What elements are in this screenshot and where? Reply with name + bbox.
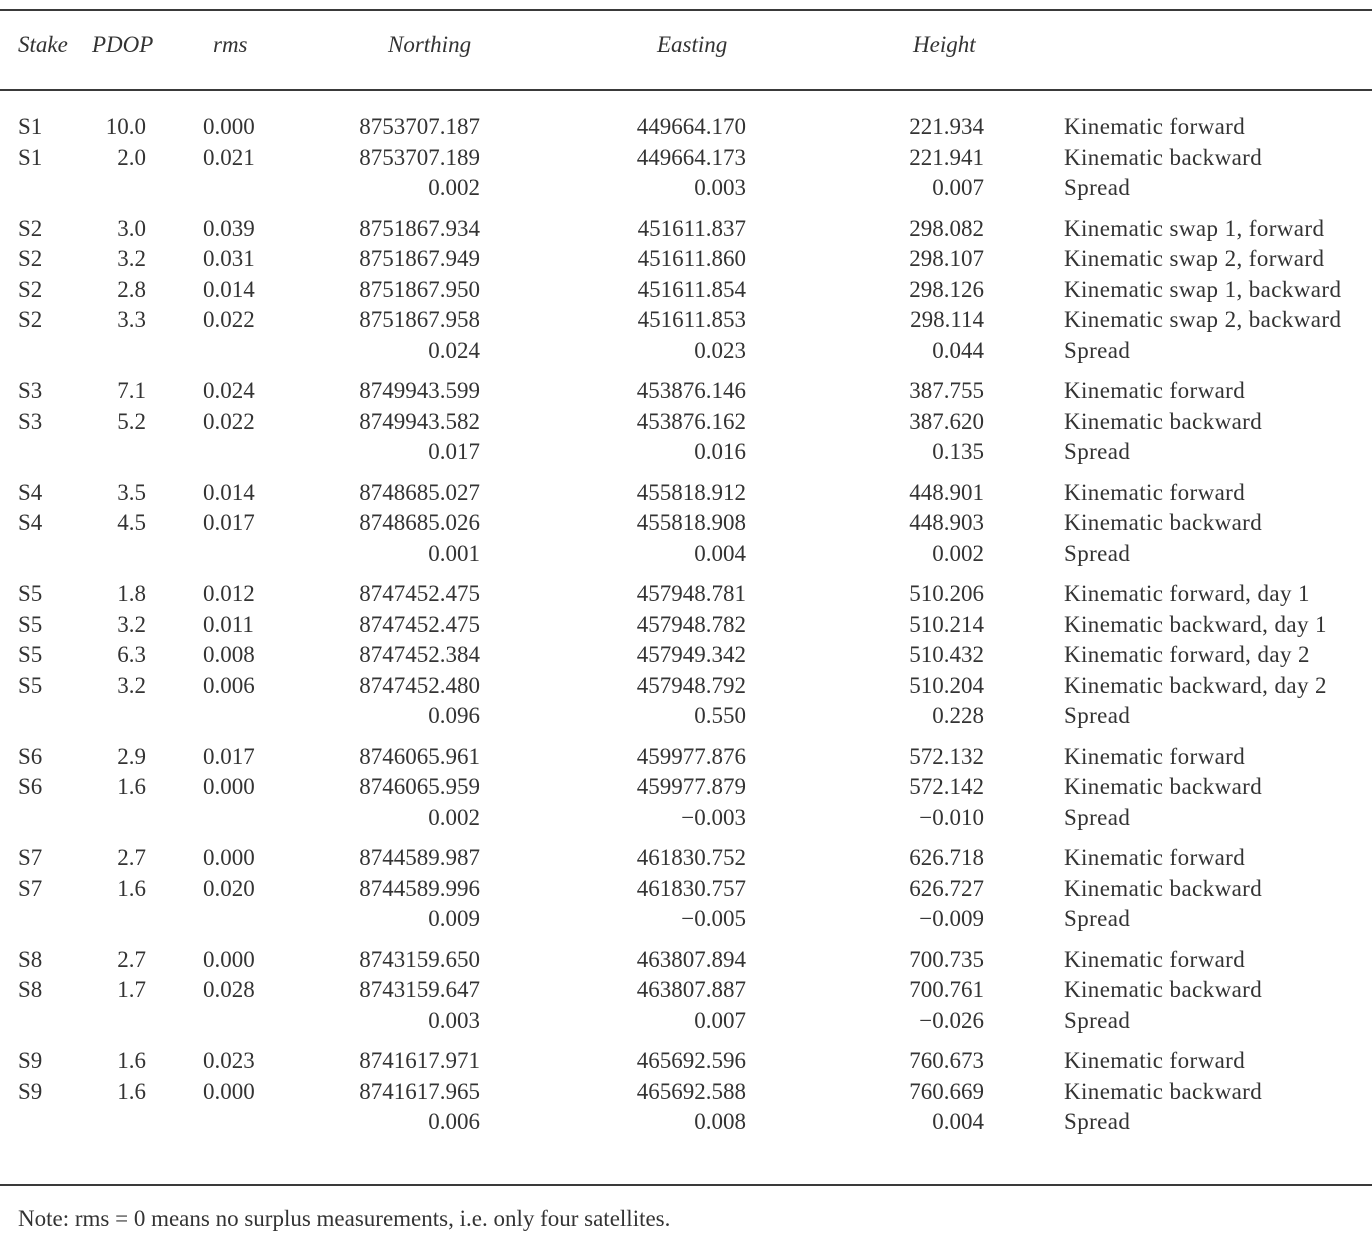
easting-cell: 449664.170	[636, 114, 746, 139]
easting-cell: 463807.887	[636, 977, 746, 1002]
northing-cell: 8753707.189	[359, 145, 480, 170]
easting-cell: 465692.596	[636, 1048, 746, 1073]
spread-height-cell: −0.026	[919, 1008, 984, 1033]
pdop-cell: 3.3	[117, 307, 146, 332]
rms-cell: 0.031	[203, 246, 255, 271]
spread-northing-cell: 0.006	[428, 1109, 480, 1134]
stake-cell: S6	[18, 744, 43, 769]
stake-cell: S2	[18, 307, 43, 332]
spread-height-cell: −0.010	[919, 805, 984, 830]
rms-cell: 0.017	[203, 744, 255, 769]
spread-height-cell: −0.009	[919, 906, 984, 931]
stake-cell: S5	[18, 612, 43, 637]
header-pdop: PDOP	[92, 32, 154, 57]
rms-cell: 0.017	[203, 510, 255, 535]
stake-cell: S1	[18, 114, 43, 139]
easting-cell: 449664.173	[636, 145, 746, 170]
pdop-cell: 2.8	[117, 277, 146, 302]
northing-cell: 8747452.384	[359, 642, 480, 667]
description-cell: Kinematic backward	[1064, 977, 1263, 1002]
easting-cell: 465692.588	[636, 1079, 746, 1104]
northing-cell: 8744589.987	[359, 845, 480, 870]
header-stake: Stake	[18, 32, 68, 57]
description-cell: Kinematic backward	[1064, 409, 1263, 434]
description-cell: Kinematic forward	[1064, 114, 1246, 139]
easting-cell: 463807.894	[636, 947, 746, 972]
northing-cell: 8753707.187	[359, 114, 480, 139]
rms-cell: 0.039	[203, 216, 255, 241]
pdop-cell: 2.0	[117, 145, 146, 170]
description-cell: Kinematic swap 1, backward	[1064, 277, 1342, 302]
pdop-cell: 3.2	[117, 612, 146, 637]
rms-cell: 0.012	[203, 581, 255, 606]
description-cell: Kinematic forward	[1064, 845, 1246, 870]
northing-cell: 8743159.647	[359, 977, 480, 1002]
pdop-cell: 3.2	[117, 673, 146, 698]
height-cell: 387.755	[909, 378, 984, 403]
height-cell: 510.214	[909, 612, 984, 637]
easting-cell: 461830.752	[636, 845, 746, 870]
stake-cell: S4	[18, 480, 43, 505]
height-cell: 700.735	[909, 947, 984, 972]
rms-cell: 0.006	[203, 673, 255, 698]
description-cell: Kinematic forward, day 2	[1064, 642, 1310, 667]
description-cell: Kinematic forward	[1064, 378, 1246, 403]
pdop-cell: 6.3	[117, 642, 146, 667]
height-cell: 387.620	[909, 409, 984, 434]
height-cell: 298.126	[909, 277, 984, 302]
description-cell: Kinematic swap 2, backward	[1064, 307, 1342, 332]
spread-label: Spread	[1064, 1109, 1131, 1134]
northing-cell: 8746065.961	[359, 744, 480, 769]
pdop-cell: 10.0	[105, 114, 146, 139]
spread-easting-cell: −0.005	[681, 906, 746, 931]
height-cell: 760.673	[909, 1048, 984, 1073]
stake-cell: S1	[18, 145, 43, 170]
spread-label: Spread	[1064, 175, 1131, 200]
height-cell: 572.132	[909, 744, 984, 769]
spread-label: Spread	[1064, 439, 1131, 464]
northing-cell: 8748685.026	[359, 510, 480, 535]
stake-cell: S8	[18, 977, 43, 1002]
stake-cell: S5	[18, 642, 43, 667]
spread-easting-cell: 0.008	[694, 1109, 746, 1134]
pdop-cell: 7.1	[117, 378, 146, 403]
header-rms: rms	[213, 32, 248, 57]
stake-cell: S8	[18, 947, 43, 972]
header-height: Height	[913, 32, 976, 57]
height-cell: 626.718	[909, 845, 984, 870]
pdop-cell: 3.5	[117, 480, 146, 505]
easting-cell: 457948.782	[636, 612, 746, 637]
stake-cell: S9	[18, 1048, 43, 1073]
spread-easting-cell: 0.023	[694, 338, 746, 363]
height-cell: 221.941	[909, 145, 984, 170]
rms-cell: 0.024	[203, 378, 255, 403]
rms-cell: 0.008	[203, 642, 255, 667]
header-northing: Northing	[388, 32, 472, 57]
stake-cell: S9	[18, 1079, 43, 1104]
easting-cell: 455818.912	[636, 480, 746, 505]
stake-cell: S7	[18, 845, 43, 870]
easting-cell: 451611.854	[637, 277, 746, 302]
pdop-cell: 4.5	[117, 510, 146, 535]
easting-cell: 451611.837	[637, 216, 746, 241]
rms-cell: 0.014	[203, 480, 255, 505]
description-cell: Kinematic forward	[1064, 744, 1246, 769]
spread-easting-cell: 0.004	[694, 541, 746, 566]
spread-northing-cell: 0.002	[428, 805, 480, 830]
spread-easting-cell: 0.003	[694, 175, 746, 200]
rms-cell: 0.000	[203, 1079, 255, 1104]
description-cell: Kinematic forward	[1064, 480, 1246, 505]
spread-label: Spread	[1064, 805, 1131, 830]
spread-height-cell: 0.135	[932, 439, 984, 464]
stake-cell: S4	[18, 510, 43, 535]
stake-cell: S5	[18, 581, 43, 606]
pdop-cell: 3.2	[117, 246, 146, 271]
northing-cell: 8747452.480	[359, 673, 480, 698]
easting-cell: 457949.342	[636, 642, 746, 667]
spread-easting-cell: 0.007	[694, 1008, 746, 1033]
easting-cell: 461830.757	[636, 876, 746, 901]
northing-cell: 8743159.650	[359, 947, 480, 972]
spread-northing-cell: 0.024	[428, 338, 480, 363]
stake-cell: S3	[18, 378, 43, 403]
pdop-cell: 1.6	[117, 774, 146, 799]
spread-height-cell: 0.004	[932, 1109, 984, 1134]
northing-cell: 8748685.027	[359, 480, 480, 505]
northing-cell: 8744589.996	[359, 876, 480, 901]
easting-cell: 459977.876	[636, 744, 746, 769]
spread-height-cell: 0.228	[932, 703, 984, 728]
spread-easting-cell: 0.550	[694, 703, 746, 728]
rms-cell: 0.028	[203, 977, 255, 1002]
spread-northing-cell: 0.096	[428, 703, 480, 728]
spread-northing-cell: 0.017	[428, 439, 480, 464]
northing-cell: 8749943.582	[359, 409, 480, 434]
spread-label: Spread	[1064, 1008, 1131, 1033]
height-cell: 448.901	[909, 480, 984, 505]
spread-easting-cell: −0.003	[681, 805, 746, 830]
height-cell: 298.114	[910, 307, 984, 332]
rms-cell: 0.011	[203, 612, 254, 637]
header-rule	[0, 89, 1372, 91]
description-cell: Kinematic swap 2, forward	[1064, 246, 1325, 271]
spread-label: Spread	[1064, 541, 1131, 566]
height-cell: 700.761	[909, 977, 984, 1002]
description-cell: Kinematic backward, day 2	[1064, 673, 1327, 698]
easting-cell: 451611.853	[637, 307, 746, 332]
pdop-cell: 1.8	[117, 581, 146, 606]
height-cell: 510.206	[909, 581, 984, 606]
northing-cell: 8751867.934	[359, 216, 480, 241]
height-cell: 572.142	[909, 774, 984, 799]
northing-cell: 8741617.971	[359, 1048, 480, 1073]
pdop-cell: 1.6	[117, 876, 146, 901]
description-cell: Kinematic backward	[1064, 145, 1263, 170]
northing-cell: 8747452.475	[359, 581, 480, 606]
pdop-cell: 1.7	[117, 977, 146, 1002]
height-cell: 510.432	[909, 642, 984, 667]
spread-northing-cell: 0.003	[428, 1008, 480, 1033]
stake-cell: S2	[18, 216, 43, 241]
stake-cell: S2	[18, 246, 43, 271]
spread-northing-cell: 0.009	[428, 906, 480, 931]
description-cell: Kinematic backward, day 1	[1064, 612, 1327, 637]
description-cell: Kinematic forward	[1064, 947, 1246, 972]
spread-northing-cell: 0.001	[428, 541, 480, 566]
rms-cell: 0.022	[203, 307, 255, 332]
easting-cell: 453876.162	[636, 409, 746, 434]
spread-northing-cell: 0.002	[428, 175, 480, 200]
pdop-cell: 2.7	[117, 845, 146, 870]
height-cell: 510.204	[909, 673, 984, 698]
spread-label: Spread	[1064, 906, 1131, 931]
spread-height-cell: 0.002	[932, 541, 984, 566]
height-cell: 221.934	[909, 114, 984, 139]
table-note: Note: rms = 0 means no surplus measurements, i.e. only four satellites.	[18, 1206, 671, 1231]
pdop-cell: 2.9	[117, 744, 146, 769]
pdop-cell: 1.6	[117, 1048, 146, 1073]
easting-cell: 457948.792	[636, 673, 746, 698]
rms-cell: 0.023	[203, 1048, 255, 1073]
rms-cell: 0.000	[203, 774, 255, 799]
spread-label: Spread	[1064, 703, 1131, 728]
description-cell: Kinematic forward	[1064, 1048, 1246, 1073]
stake-cell: S7	[18, 876, 43, 901]
rms-cell: 0.021	[203, 145, 255, 170]
northing-cell: 8751867.958	[359, 307, 480, 332]
rms-cell: 0.022	[203, 409, 255, 434]
height-cell: 760.669	[909, 1079, 984, 1104]
easting-cell: 457948.781	[636, 581, 746, 606]
easting-cell: 453876.146	[636, 378, 746, 403]
rms-cell: 0.020	[203, 876, 255, 901]
northing-cell: 8749943.599	[359, 378, 480, 403]
description-cell: Kinematic backward	[1064, 876, 1263, 901]
rms-cell: 0.014	[203, 277, 255, 302]
easting-cell: 459977.879	[636, 774, 746, 799]
description-cell: Kinematic forward, day 1	[1064, 581, 1310, 606]
bottom-rule	[0, 1184, 1372, 1186]
northing-cell: 8747452.475	[359, 612, 480, 637]
spread-height-cell: 0.044	[932, 338, 984, 363]
rms-cell: 0.000	[203, 845, 255, 870]
spread-label: Spread	[1064, 338, 1131, 363]
description-cell: Kinematic backward	[1064, 510, 1263, 535]
stake-cell: S6	[18, 774, 43, 799]
spread-easting-cell: 0.016	[694, 439, 746, 464]
stake-cell: S5	[18, 673, 43, 698]
stake-cell: S2	[18, 277, 43, 302]
pdop-cell: 3.0	[117, 216, 146, 241]
spread-height-cell: 0.007	[932, 175, 984, 200]
northing-cell: 8746065.959	[359, 774, 480, 799]
height-cell: 298.107	[909, 246, 984, 271]
northing-cell: 8751867.950	[359, 277, 480, 302]
top-rule	[0, 9, 1372, 11]
northing-cell: 8741617.965	[359, 1079, 480, 1104]
easting-cell: 455818.908	[636, 510, 746, 535]
description-cell: Kinematic swap 1, forward	[1064, 216, 1325, 241]
northing-cell: 8751867.949	[359, 246, 480, 271]
height-cell: 626.727	[909, 876, 984, 901]
rms-cell: 0.000	[203, 114, 255, 139]
pdop-cell: 2.7	[117, 947, 146, 972]
pdop-cell: 5.2	[117, 409, 146, 434]
pdop-cell: 1.6	[117, 1079, 146, 1104]
rms-cell: 0.000	[203, 947, 255, 972]
description-cell: Kinematic backward	[1064, 1079, 1263, 1104]
header-easting: Easting	[657, 32, 728, 57]
height-cell: 448.903	[909, 510, 984, 535]
height-cell: 298.082	[909, 216, 984, 241]
easting-cell: 451611.860	[637, 246, 746, 271]
stake-cell: S3	[18, 409, 43, 434]
description-cell: Kinematic backward	[1064, 774, 1263, 799]
